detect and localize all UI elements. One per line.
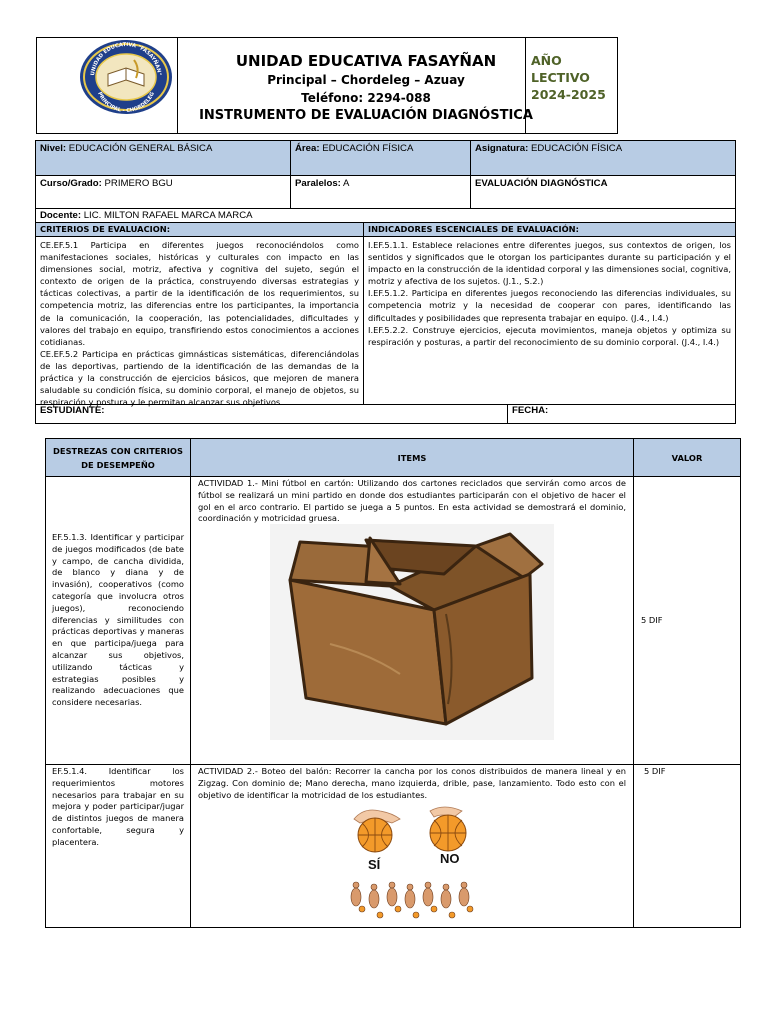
school-name: UNIDAD EDUCATIVA FASAYÑAN xyxy=(235,52,497,70)
estudiante-label: ESTUDIANTE: xyxy=(40,405,105,416)
nivel-value: EDUCACIÓN GENERAL BÁSICA xyxy=(66,143,213,154)
dribbling-illustration xyxy=(346,805,478,927)
estudiante-cell[interactable] xyxy=(35,404,508,424)
table-row-2-valor xyxy=(633,764,741,928)
evaluacion-cell xyxy=(470,175,736,209)
fecha-label: FECHA: xyxy=(512,405,549,416)
cardboard-box-image xyxy=(270,524,554,740)
instrument-title: INSTRUMENTO DE EVALUACIÓN DIAGNÓSTICA xyxy=(199,108,533,123)
indicador-i-ef-5-1-1: I.EF.5.1.1. Establece relaciones entre diferentes juegos, sus contextos de origen, los sentidos y significados que le otorgan los participantes durante su participación y el impacto en la construcción de la identidad corporal y las dimensiones social, cognitiva, motriz y afectiva de los sujetos. (J.1., S.2.) xyxy=(368,240,731,287)
indicador-i-ef-5-1-2: I.EF.5.1.2. Participa en diferentes juegos reconociendo las diferencias individuales, su competencia motriz y la necesidad de cooperar con pares, identificando las dificultades y posibilidades que representa trabajar en equipo. (J.4., I.4.) xyxy=(368,288,731,323)
col-valor-header: VALOR xyxy=(633,438,741,477)
school-location: Principal – Chordeleg – Azuay xyxy=(267,73,465,87)
header-divider-left xyxy=(177,37,178,134)
area-value: EDUCACIÓN FÍSICA xyxy=(319,143,414,154)
seal-text-top: UNIDAD EDUCATIVA "FASAYÑAN" xyxy=(90,41,162,76)
table-row-2-destreza: EF.5.1.4. Identificar los requerimientos motores necesarios para trabajar en su mejora y poder participar/jugar de distintos juegos de manera confortable, segura y placentera. xyxy=(45,764,191,928)
label-no: NO xyxy=(440,851,460,866)
actividad-2-text: ACTIVIDAD 2.- Boteo del balón: Recorrer la cancha por los conos distribuidos de manera lineal y en Zigzag. Con dominio de; Mano derecha, mano izquierda, drible, pase, lanzamiento. Todo esto con el objetivo de identificar la motricidad de los estudiantes. xyxy=(198,766,626,800)
criterios-header: CRITERIOS DE EVALUACION: xyxy=(35,222,364,237)
col-destrezas-header: DESTREZAS CON CRITERIOS DE DESEMPEÑO xyxy=(45,438,191,477)
docente-value: LIC. MILTON RAFAEL MARCA MARCA xyxy=(81,210,253,221)
criterio-ce-ef-5-1: CE.EF.5.1 Participa en diferentes juegos reconociéndolos como manifestaciones sociales, históricas y culturales con impacto en las dimensiones social, motriz, afectiva y cognitiva del sujeto, según el contexto de origen de la práctica, construyendo diversas estrategias y tácticas colectivas, a partir de la identificación de los requerimientos, su competencia motriz, las diferencias entre los participantes, la importancia de la comunicación, la cooperación, las potencialidades, dificultades y valores del trabajo en equipo, transfiriendo estos conocimientos a acciones cotidianas. xyxy=(40,240,359,347)
evaluacion-type: EVALUACIÓN DIAGNÓSTICA xyxy=(475,178,608,189)
fecha-cell[interactable] xyxy=(507,404,736,424)
paralelos-cell: Paralelos: A xyxy=(290,175,471,209)
table-row-1-valor xyxy=(633,476,741,765)
area-cell: Área: EDUCACIÓN FÍSICA xyxy=(290,140,471,176)
col-items-header: ITEMS xyxy=(190,438,634,477)
indicadores-text xyxy=(363,236,736,405)
asignatura-value: EDUCACIÓN FÍSICA xyxy=(528,143,623,154)
actividad-1-valor: 5 DIF xyxy=(641,615,663,625)
docente-cell: Docente: LIC. MILTON RAFAEL MARCA MARCA xyxy=(35,208,736,223)
table-row-1-destreza: EF.5.1.3. Identificar y participar de juegos modificados (de bate y campo, de cancha dividida, de blanco y diana y de invasión), cooperativos (como categoría que involucra otros juegos), reconociendo diferencias y similitudes con prácticas deportivas y maneras en que participa/juega para alcanzar sus objetivos, utilizando tácticas y estrategias posibles y realizando adecuaciones que considere necesarias. xyxy=(45,476,191,765)
curso-cell: Curso/Grado: PRIMERO BGU xyxy=(35,175,291,209)
indicador-i-ef-5-2-2: I.EF.5.2.2. Construye ejercicios, ejecuta movimientos, maneja objetos y optimiza su respiración y posturas, a partir del reconocimiento de su dominio corporal. (J.4., I.4.) xyxy=(368,324,731,347)
dribble-sequence xyxy=(351,882,473,918)
seal-text-bottom: PRINCIPAL - CHORDELEG xyxy=(96,91,156,115)
asignatura-cell: Asignatura: EDUCACIÓN FÍSICA xyxy=(470,140,736,176)
school-year-line2: LECTIVO xyxy=(531,70,590,85)
school-seal-logo xyxy=(78,38,174,116)
criterios-text xyxy=(35,236,364,408)
paralelos-value: A xyxy=(340,178,350,189)
school-year-line1: AÑO xyxy=(531,53,562,68)
school-phone: Teléfono: 2294-088 xyxy=(301,91,431,105)
criterio-ce-ef-5-2: CE.EF.5.2 Participa en prácticas gimnásticas sistemáticas, diferenciándolas de las deportivas, partiendo de la identificación de las demandas de la práctica y la construcción de ejercicios básicos, que mejoren de manera saludable su condición física, su dominio corporal, el manejo de objetos, su respiración y postura y le permitan alcanzar sus objetivos. xyxy=(40,348,359,408)
actividad-1-text: ACTIVIDAD 1.- Mini fútbol en cartón: Utilizando dos cartones reciclados que servirán como arcos de fútbol se realizará un mini partido en donde dos estudiantes participarán con el objetivo de hacer el gol en el arco contrario. El partido se juega a 5 puntos. En esta actividad se demostrará el dominio, coordinación y motricidad gruesa. xyxy=(198,478,626,524)
label-si: SÍ xyxy=(368,857,381,872)
actividad-2-valor: 5 DIF xyxy=(644,766,666,776)
indicadores-header: INDICADORES ESCENCIALES DE EVALUACIÓN: xyxy=(363,222,736,237)
curso-value: PRIMERO BGU xyxy=(101,178,173,189)
school-year-line3: 2024-2025 xyxy=(531,87,606,102)
nivel-cell: Nivel: EDUCACIÓN GENERAL BÁSICA xyxy=(35,140,291,176)
